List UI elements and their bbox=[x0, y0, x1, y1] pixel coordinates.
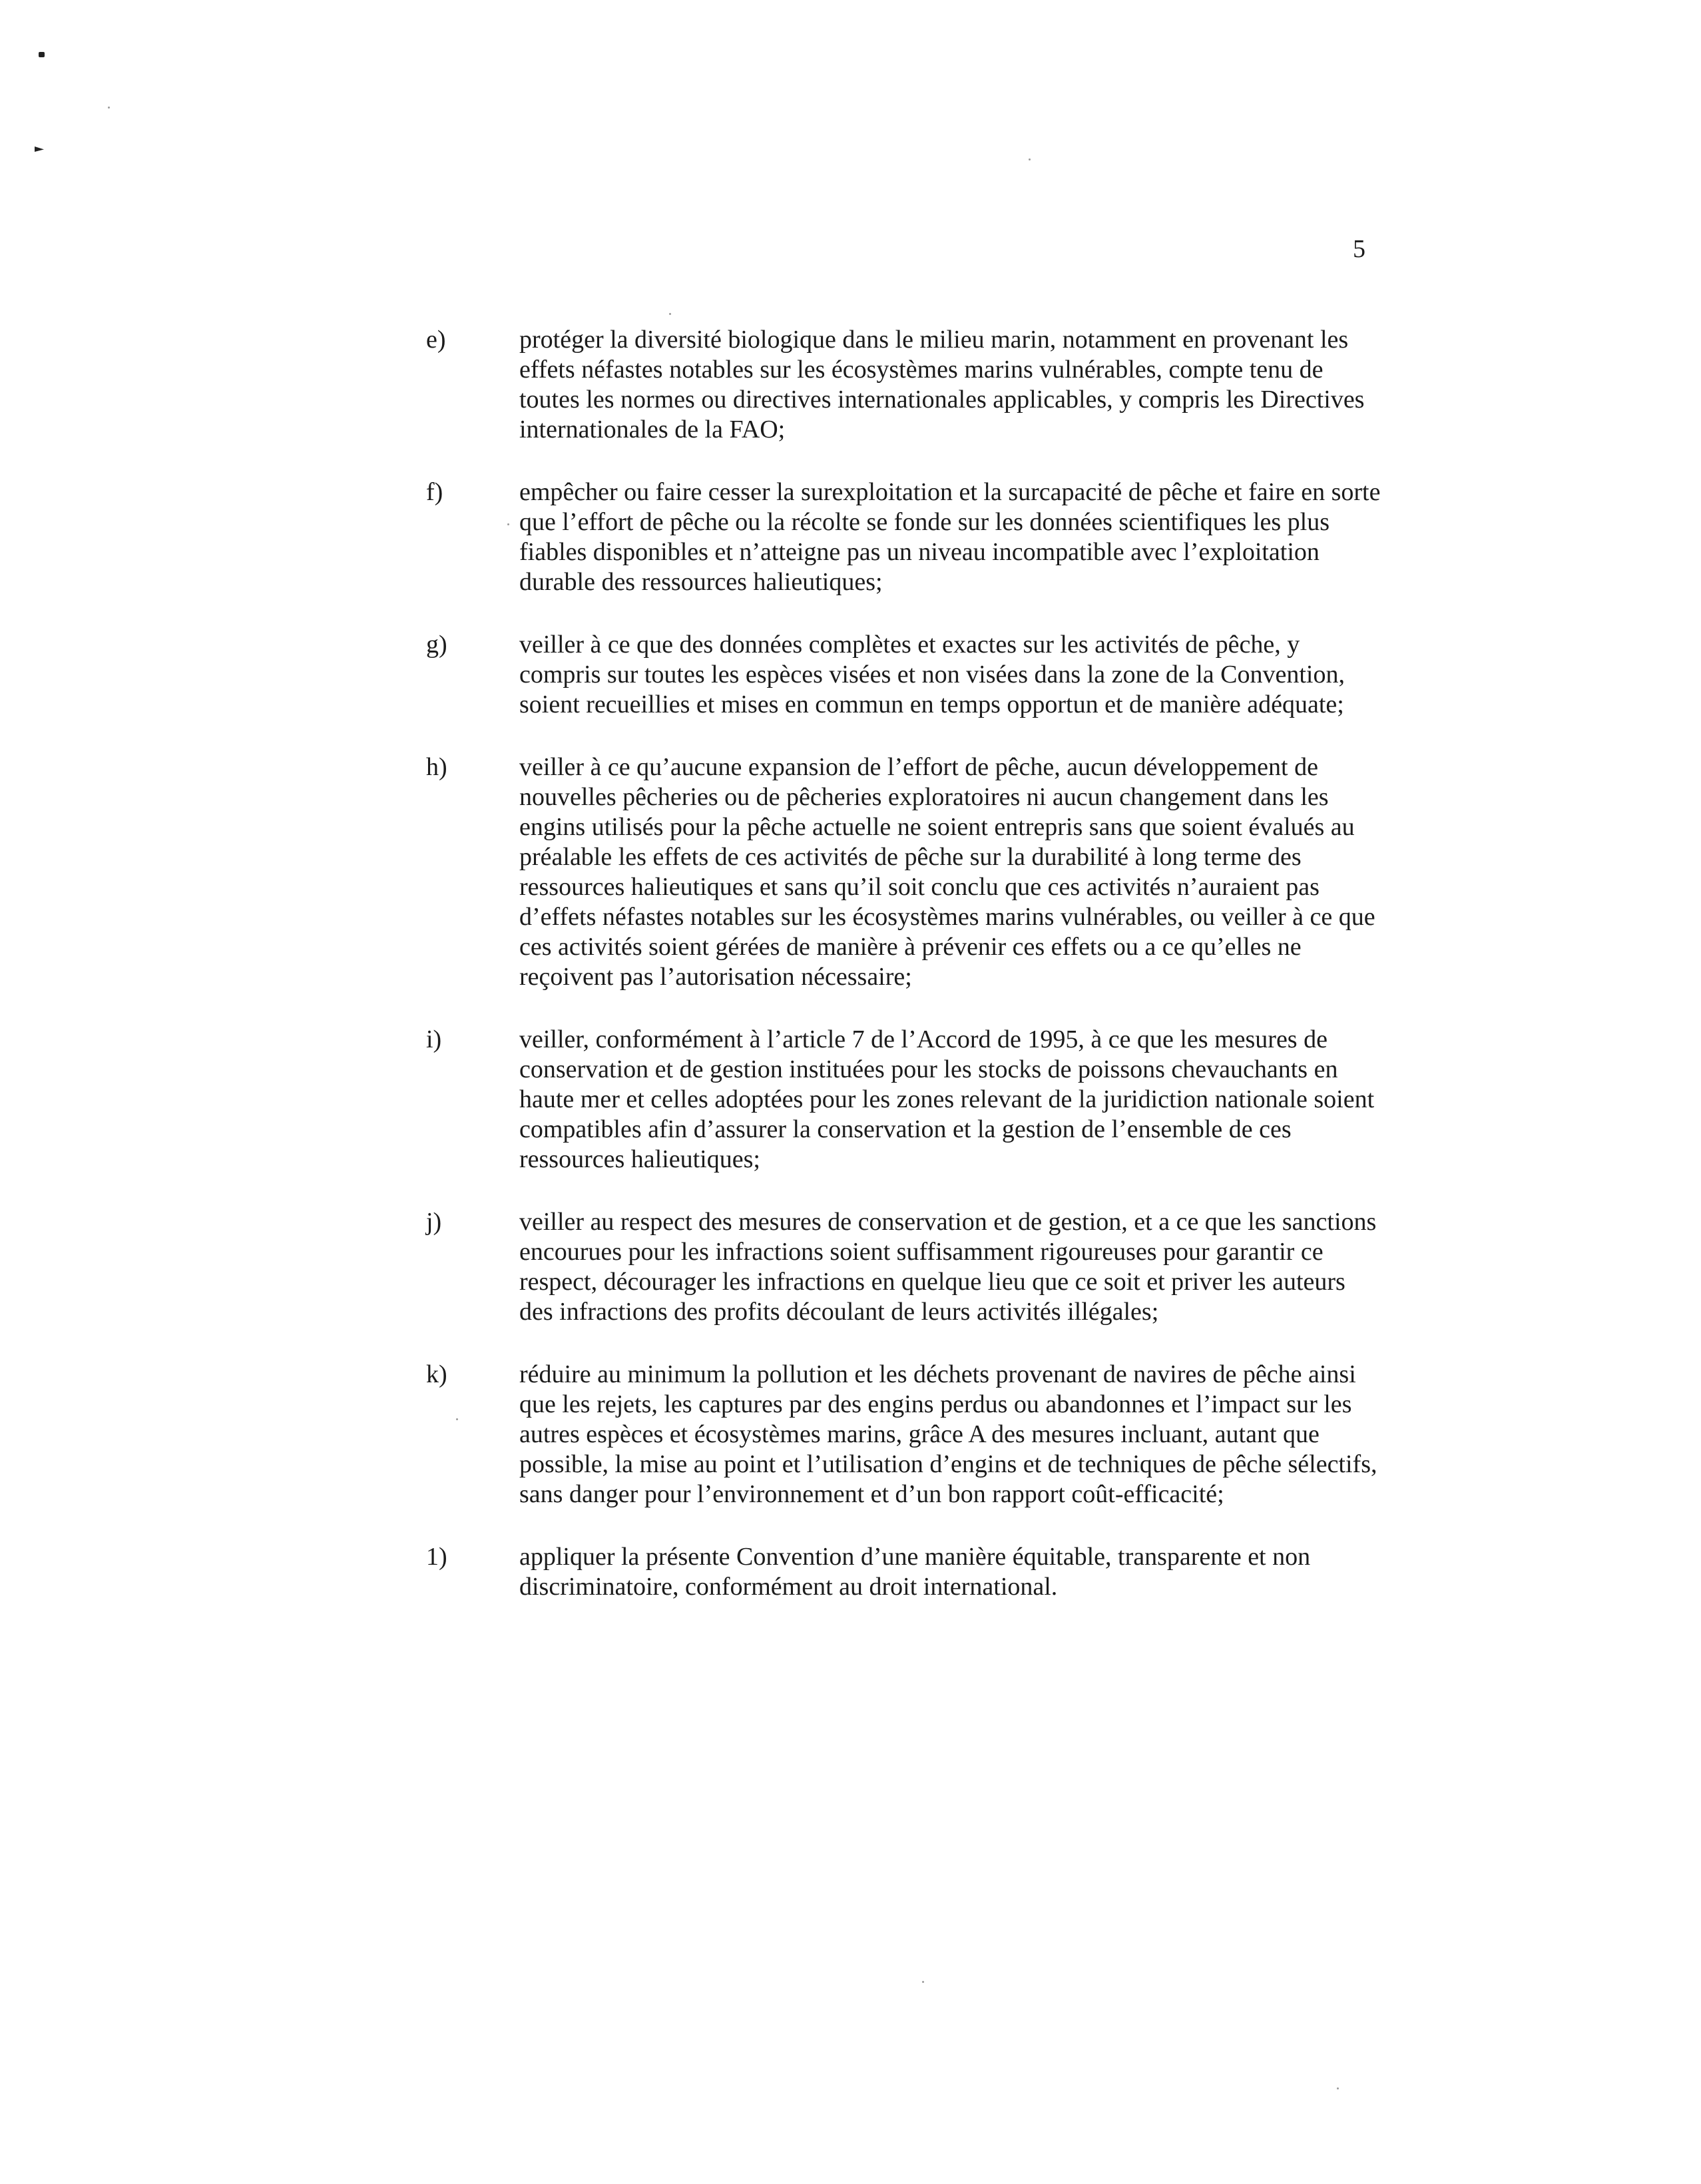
enumerated-list bbox=[0, 325, 1701, 1635]
list-item bbox=[0, 630, 1701, 720]
item-text: veiller au respect des mesures de conservation et de gestion, et a ce que les sanctions encourues pour les infractions soient suffisamment rigoureuses pour garantir ce respect, décourager les infractions en quelque lieu que ce soit et priver les auteurs des infractions des profits découlant de leurs activités illégales; bbox=[519, 1208, 1377, 1326]
item-text: réduire au minimum la pollution et les déchets provenant de navires de pêche ainsi que les rejets, les captures par des engins perdus ou abandonnes et l’impact sur les autres espèces et écosystèmes marins, grâce A des mesures incluant, autant que possible, la mise au point et l’utilisation d’engins et de techniques de pêche sélectifs, sans danger pour l’environnement et d’un bon rapport coût-efficacité; bbox=[519, 1360, 1377, 1508]
list-item bbox=[0, 1360, 1701, 1509]
scan-speck bbox=[1337, 2087, 1339, 2089]
scan-artifact-mark bbox=[39, 52, 45, 57]
item-label: j) bbox=[426, 1208, 442, 1236]
page-number: 5 bbox=[1353, 235, 1365, 263]
item-text: veiller, conformément à l’article 7 de l’Accord de 1995, à ce que les mesures de conservation et de gestion instituées pour les stocks de poissons chevauchants en haute mer et celles adoptées pour les zones relevant de la juridiction nationale soient compatibles afin d’assurer la conservation et la gestion de l’ensemble de ces ressources halieutiques; bbox=[519, 1025, 1375, 1173]
scan-speck bbox=[1029, 158, 1031, 160]
item-label: f) bbox=[426, 478, 443, 506]
list-item bbox=[0, 752, 1701, 992]
scan-speck bbox=[669, 313, 671, 315]
list-item bbox=[0, 1207, 1701, 1327]
scan-artifact-mark bbox=[35, 146, 44, 152]
item-label: h) bbox=[426, 753, 447, 781]
item-text: veiller à ce que des données complètes et exactes sur les activités de pêche, y compris sur toutes les espèces visées et non visées dans la zone de la Convention, soient recueillies et mises en commun en temps opportun et de manière adéquate; bbox=[519, 631, 1345, 718]
item-text: empêcher ou faire cesser la surexploitation et la surcapacité de pêche et faire en sorte que l’effort de pêche ou la récolte se fonde sur les données scientifiques les plus fiables disponibles et n’atteigne pas un niveau incompatible avec l’exploitation durable des ressources halieutiques; bbox=[519, 478, 1381, 596]
item-text: appliquer la présente Convention d’une manière équitable, transparente et non discriminatoire, conformément au droit international. bbox=[519, 1543, 1311, 1601]
scan-speck bbox=[922, 1981, 924, 1983]
item-label: e) bbox=[426, 326, 446, 354]
item-label: g) bbox=[426, 631, 447, 659]
item-label: 1) bbox=[426, 1543, 447, 1571]
item-label: i) bbox=[426, 1025, 442, 1053]
item-text: protéger la diversité biologique dans le milieu marin, notamment en provenant les effets néfastes notables sur les écosystèmes marins vulnérables, compte tenu de toutes les normes ou directives internationales applicables, y compris les Directives internationales de la FAO; bbox=[519, 326, 1365, 443]
item-text: veiller à ce qu’aucune expansion de l’effort de pêche, aucun développement de nouvelles pêcheries ou de pêcheries exploratoires ni aucun changement dans les engins utilisés pour la pêche actuelle ne soient entrepris sans que soient évalués au préalable les effets de ces activités de pêche sur la durabilité à long terme des ressources halieutiques et sans qu’il soit conclu que ces activités n’auraient pas d’effets néfastes notables sur les écosystèmes marins vulnérables, ou veiller à ce que ces activités soient gérées de manière à prévenir ces effets ou a ce qu’elles ne reçoivent pas l’autorisation nécessaire; bbox=[519, 753, 1375, 991]
scan-speck bbox=[108, 107, 110, 109]
item-label: k) bbox=[426, 1360, 447, 1388]
list-item bbox=[0, 1542, 1701, 1602]
list-item bbox=[0, 477, 1701, 597]
list-item bbox=[0, 1025, 1701, 1175]
list-item bbox=[0, 325, 1701, 445]
